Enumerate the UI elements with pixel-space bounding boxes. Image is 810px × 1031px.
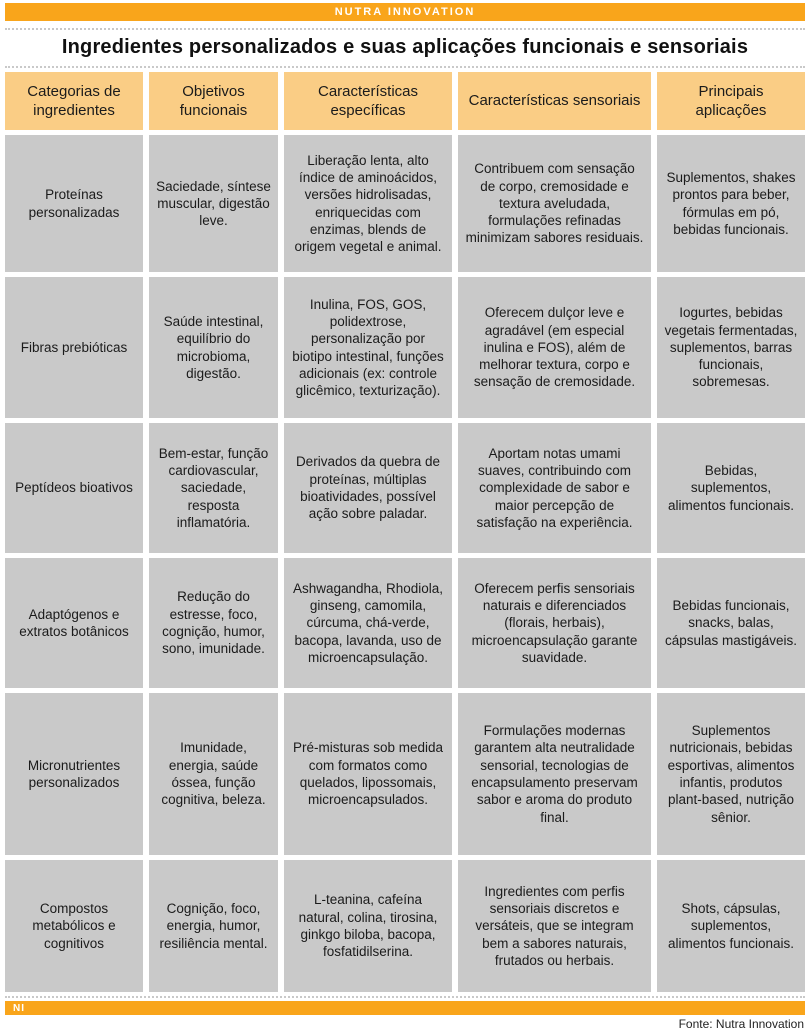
cell-objectives: Cognição, foco, energia, humor, resiliência mental.: [149, 860, 278, 992]
cell-sensory: Contribuem com sensação de corpo, cremosidade e textura aveludada, formulações refinadas minimizam sabores residuais.: [458, 135, 651, 272]
column-header-applications: Principais aplicações: [657, 72, 805, 130]
cell-sensory: Ingredientes com perfis sensoriais discretos e versáteis, que se integram bem a sabores naturais, frutados ou herbais.: [458, 860, 651, 992]
column-header-specifics: Características específicas: [284, 72, 452, 130]
cell-specifics: Derivados da quebra de proteínas, múltiplas bioatividades, possível ação sobre paladar.: [284, 423, 452, 553]
cell-specifics: Pré-misturas sob medida com formatos como quelados, lipossomais, microencapsulados.: [284, 693, 452, 855]
bottom-brand-bar: [5, 1001, 805, 1015]
cell-category: Adaptógenos e extratos botânicos: [5, 558, 143, 688]
page-title: Ingredientes personalizados e suas aplicações funcionais e sensoriais: [61, 36, 749, 58]
cell-applications: Bebidas funcionais, snacks, balas, cápsulas mastigáveis.: [657, 558, 805, 688]
cell-specifics: Ashwagandha, Rhodiola, ginseng, camomila, cúrcuma, chá-verde, bacopa, lavanda, uso de microencapsulação.: [284, 558, 452, 688]
brand-abbrev-label: NI: [13, 1002, 25, 1014]
column-header-sensory: Características sensoriais: [458, 72, 651, 130]
cell-sensory: Aportam notas umami suaves, contribuindo com complexidade de sabor e maior percepção de satisfação na experiência.: [458, 423, 651, 553]
cell-category: Fibras prebióticas: [5, 277, 143, 418]
cell-applications: Shots, cápsulas, suplementos, alimentos funcionais.: [657, 860, 805, 992]
cell-objectives: Bem-estar, função cardiovascular, saciedade, resposta inflamatória.: [149, 423, 278, 553]
cell-specifics: Inulina, FOS, GOS, polidextrose, personalização por biotipo intestinal, funções adicionais (ex: controle glicêmico, texturização).: [284, 277, 452, 418]
cell-category: Peptídeos bioativos: [5, 423, 143, 553]
infographic-page: [0, 3, 810, 1031]
source-credit: Fonte: Nutra Innovation: [678, 1017, 804, 1031]
cell-category: Compostos metabólicos e cognitivos: [5, 860, 143, 992]
brand-label: NUTRA INNOVATION: [334, 6, 476, 18]
cell-sensory: Oferecem perfis sensoriais naturais e diferenciados (florais, herbais), microencapsulação garante suavidade.: [458, 558, 651, 688]
cell-category: Proteínas personalizadas: [5, 135, 143, 272]
cell-sensory: Oferecem dulçor leve e agradável (em especial inulina e FOS), além de melhorar textura, corpo e sensação de cremosidade.: [458, 277, 651, 418]
ingredients-table: [5, 72, 805, 992]
cell-applications: Suplementos, shakes prontos para beber, fórmulas em pó, bebidas funcionais.: [657, 135, 805, 272]
cell-applications: Iogurtes, bebidas vegetais fermentadas, suplementos, barras funcionais, sobremesas.: [657, 277, 805, 418]
divider-under-title: [5, 66, 805, 68]
cell-specifics: Liberação lenta, alto índice de aminoácidos, versões hidrolisadas, enriquecidas com enzimas, blends de origem vegetal e animal.: [284, 135, 452, 272]
top-brand-bar: [5, 3, 805, 21]
cell-applications: Bebidas, suplementos, alimentos funcionais.: [657, 423, 805, 553]
cell-category: Micronutrientes personalizados: [5, 693, 143, 855]
cell-specifics: L-teanina, cafeína natural, colina, tirosina, ginkgo biloba, bacopa, fosfatidilserina.: [284, 860, 452, 992]
cell-sensory: Formulações modernas garantem alta neutralidade sensorial, tecnologias de encapsulamento preservam sabor e aroma do produto final.: [458, 693, 651, 855]
divider-bottom: [5, 996, 805, 998]
column-header-categories: Categorias de ingredientes: [5, 72, 143, 130]
cell-applications: Suplementos nutricionais, bebidas esportivas, alimentos infantis, produtos plant-based, nutrição sênior.: [657, 693, 805, 855]
cell-objectives: Redução do estresse, foco, cognição, humor, sono, imunidade.: [149, 558, 278, 688]
cell-objectives: Saciedade, síntese muscular, digestão leve.: [149, 135, 278, 272]
cell-objectives: Saúde intestinal, equilíbrio do microbioma, digestão.: [149, 277, 278, 418]
column-header-objectives: Objetivos funcionais: [149, 72, 278, 130]
cell-objectives: Imunidade, energia, saúde óssea, função cognitiva, beleza.: [149, 693, 278, 855]
divider-top: [5, 28, 805, 30]
